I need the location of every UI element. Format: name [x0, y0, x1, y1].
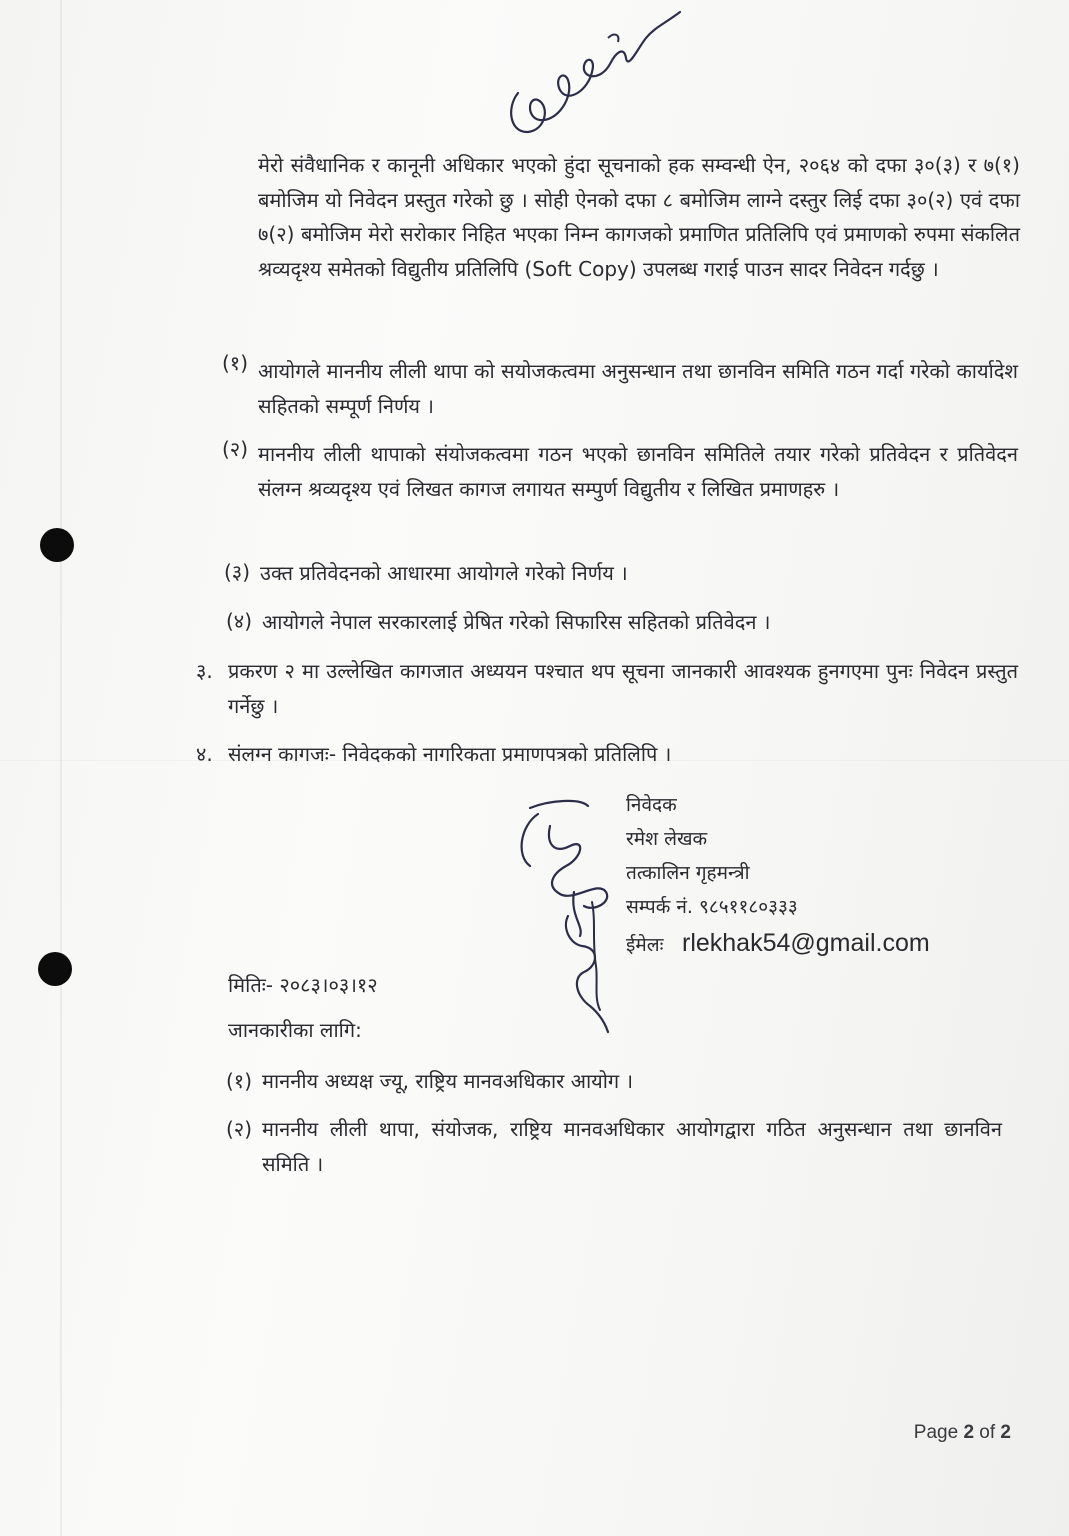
- info-heading: जानकारीका लागि:: [228, 1018, 362, 1042]
- page-crease: [60, 0, 62, 1536]
- point-text: संलग्न कागजः- निवेदकको नागरिकता प्रमाणपत्रको प्रतिलिपि ।: [228, 742, 672, 766]
- applicant-email: rlekhak54@gmail.com: [682, 929, 930, 957]
- info-item-text: माननीय अध्यक्ष ज्यू, राष्ट्रिय मानवअधिकार आयोग ।: [262, 1069, 634, 1093]
- applicant-name: रमेश लेखक: [626, 828, 708, 850]
- footer-current-page: 2: [963, 1422, 975, 1443]
- document-date: मितिः- २०८३।०३।१२: [228, 973, 378, 997]
- applicant-signature: [510, 796, 630, 1036]
- receipt-scribble: [488, 8, 698, 138]
- footer-middle: of: [974, 1422, 1001, 1443]
- sub-item-number: (४): [226, 609, 253, 633]
- point-number: ३.: [196, 659, 213, 683]
- sub-item-number: (१): [222, 351, 249, 375]
- sub-item-number: (२): [222, 437, 249, 461]
- punch-hole: [38, 952, 72, 986]
- info-item-text: माननीय लीली थापा, संयोजक, राष्ट्रिय मानवअधिकार आयोगद्वारा गठित अनुसन्धान तथा छानविन समिति ।: [262, 1117, 1002, 1176]
- info-item-number: (२): [226, 1117, 253, 1141]
- applicant-label: निवेदक: [626, 794, 677, 816]
- footer-total-pages: 2: [1000, 1422, 1011, 1443]
- page-number-footer: [914, 1422, 1011, 1444]
- point-text: प्रकरण २ मा उल्लेखित कागजात अध्ययन पश्चात थप सूचना जानकारी आवश्यक हुनगएमा पुनः निवेदन प्रस्तुत गर्नेछु ।: [228, 659, 1018, 718]
- footer-prefix: Page: [913, 1422, 964, 1443]
- point-number: ४.: [196, 742, 213, 766]
- applicant-email-label: ईमेलः: [626, 934, 664, 956]
- sub-item-text: माननीय लीली थापाको संयोजकत्वमा गठन भएको छानविन समितिले तयार गरेको प्रतिवेदन र प्रतिवेदन संलग्न श्रव्यदृश्य एवं लिखत कागज लगायत सम्पुर्ण विद्युतीय र लिखित प्रमाणहरु ।: [258, 442, 1018, 501]
- applicant-title: तत्कालिन गृहमन्त्री: [626, 862, 750, 884]
- info-item-number: (१): [226, 1069, 253, 1093]
- applicant-contact: सम्पर्क नं. ९८५११८०३३३: [626, 896, 798, 918]
- punch-hole: [40, 528, 74, 562]
- intro-paragraph: मेरो संवैधानिक र कानूनी अधिकार भएको हुंदा सूचनाको हक सम्वन्धी ऐन, २०६४ को दफा ३०(३) र ७(१) बमोजिम यो निवेदन प्रस्तुत गरेको छु । सोही ऐनको दफा ८ बमोजिम लाग्ने दस्तुर लिई दफा ३०(२) एवं दफा ७(२) बमोजिम मेरो सरोकार निहित भएका निम्न कागजको प्रमाणित प्रतिलिपि एवं प्रमाणको रुपमा संकलित श्रव्यदृश्य समेतको विद्युतीय प्रतिलिपि (Soft Copy) उपलब्ध गराई पाउन सादर निवेदन गर्दछु ।: [258, 153, 1020, 281]
- sub-item-text: आयोगले नेपाल सरकारलाई प्रेषित गरेको सिफारिस सहितको प्रतिवेदन ।: [262, 610, 771, 634]
- sub-item-text: आयोगले माननीय लीली थापा को सयोजकत्वमा अनुसन्धान तथा छानविन समिति गठन गर्दा गरेको कार्यादेश सहितको सम्पूर्ण निर्णय ।: [258, 359, 1018, 418]
- sub-item-number: (३): [224, 560, 251, 584]
- sub-item-text: उक्त प्रतिवेदनको आधारमा आयोगले गरेको निर्णय ।: [260, 561, 628, 585]
